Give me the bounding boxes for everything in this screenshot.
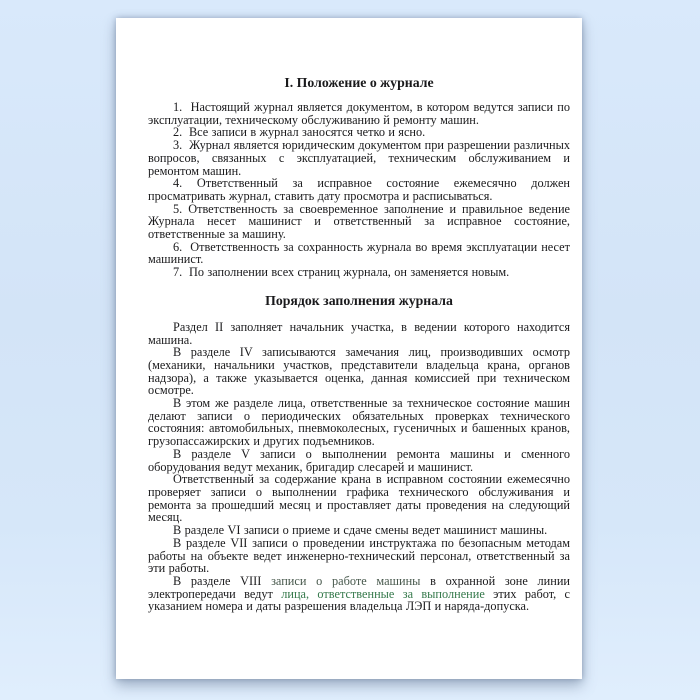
section2-paragraph-4: В разделе V записи о выполнении ремонта машины и сменного оборудования ведут механик, бригадир слесарей и машинист. [148,446,570,474]
section2-paragraph-5: Ответственный за содержание крана в исправном состоянии ежемесячно проверяет записи о выполнении графика технического обслуживания и ремонта за прошедший месяц и проставляет даты проведения на следующий месяц. [148,472,570,525]
section1-item-3: 3. Журнал является юридическим документом при разрешении различных вопросов, связанных с эксплуатацией, техническим обслуживанием и ремонтом машин. [148,138,570,178]
section2-paragraph-2: В разделе IV записываются замечания лиц, производивших осмотр (механики, начальники участков, представители владельца крана, органов надзора), а также указывается оценка, данная комиссией при техническом осмотре. [148,345,570,398]
section1-item-6: 6. Ответственность за сохранность журнала во время эксплуатации несет машинист. [148,239,570,267]
section1-item-4: 4. Ответственный за исправное состояние ежемесячно должен просматривать журнал, ставить дату просмотра и расписываться. [148,176,570,203]
paragraph-8-segment-3: в охранной зоне линии электропередачи ведут [148,573,571,601]
paragraph-8-segment-1: В разделе VIII [173,573,272,588]
section2-title: Порядок заполнения журнала [265,292,453,308]
section1-item-7: 7. По заполнении всех страниц журнала, он заменяется новым. [173,265,510,280]
section2-paragraph-8 [148,575,570,613]
section1-item-5: 5. Ответственность за своевременное заполнение и правильное ведение Журнала несет машинист и ответственный за исправное состояние, ответственные за машину. [148,201,570,242]
section2-paragraph-7: В разделе VII записи о проведении инструктажа по безопасным методам работы на объекте ведет инженерно-технический персонал, ответственный за эти работы. [148,535,570,576]
section2-paragraph-6: В разделе VI записи о приеме и сдаче смены ведет машинист машины. [173,523,548,538]
section1-title: I. Положение о журнале [284,75,434,90]
section2-paragraph-3: В этом же разделе лица, ответственные за техническое состояние машин делают записи о периодических обязательных проверках технического состояния: автомобильных, пневмоколесных, гусеничных и башенных кранов, грузопассажирских и других подъемников. [148,396,570,449]
paragraph-8-segment-2-tinted: записи о работе машины [271,573,421,588]
document-page [116,18,582,679]
paragraph-8-segment-5: этих работ, с указанием номера и даты разрешения владельца ЛЭП и наряда-допуска. [148,586,571,614]
section2-paragraph-1: Раздел II заполняет начальник участка, в ведении которого находится машина. [148,319,570,347]
section1-item-1: 1. Настоящий журнал является документом, в котором ведутся записи по эксплуатации, техническому обслуживанию й ремонту машин. [148,100,570,127]
section1-item-2: 2. Все записи в журнал заносятся четко и ясно. [173,125,426,140]
paragraph-8-segment-4-green: лица, ответственные за выполнение [281,586,485,601]
